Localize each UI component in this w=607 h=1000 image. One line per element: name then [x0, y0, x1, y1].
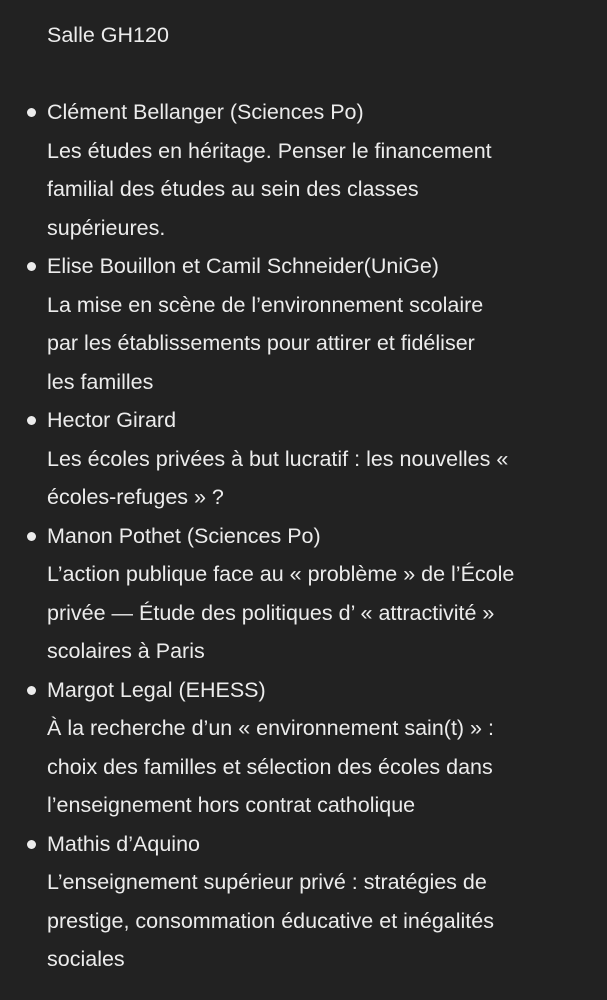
talk-title-line: les familles	[47, 369, 154, 394]
list-item	[0, 401, 607, 517]
bullet-icon	[27, 532, 36, 541]
talk-title-line: familial des études au sein des classes	[47, 177, 419, 201]
talk-title-line: supérieures.	[47, 215, 166, 240]
talk-speaker: Elise Bouillon et Camil Schneider(UniGe)	[47, 254, 439, 278]
list-item	[0, 93, 607, 247]
talk-list	[0, 93, 607, 979]
list-item	[0, 517, 607, 671]
bullet-icon	[27, 108, 36, 117]
bullet-icon	[27, 686, 36, 695]
talk-title-line: choix des familles et sélection des écoles dans	[47, 754, 493, 779]
list-item	[0, 247, 607, 401]
list-item	[0, 671, 607, 825]
talk-title-line: L’action publique face au « problème » de l’École	[47, 562, 515, 586]
talk-title-line: prestige, consommation éducative et inégalités	[47, 908, 494, 933]
bullet-icon	[27, 262, 36, 271]
talk-title-line: Les écoles privées à but lucratif : les nouvelles «	[47, 446, 509, 471]
talk-speaker: Margot Legal (EHESS)	[47, 677, 266, 702]
bullet-icon	[27, 416, 36, 425]
talk-title-line: l’enseignement hors contrat catholique	[47, 793, 416, 817]
talk-title-line: Les études en héritage. Penser le financement	[47, 138, 492, 163]
talk-speaker: Manon Pothet (Sciences Po)	[47, 523, 321, 548]
talk-title-line: par les établissements pour attirer et fidéliser	[47, 331, 475, 355]
talk-title-line: privée — Étude des politiques d’ « attractivité »	[47, 600, 495, 625]
talk-speaker: Hector Girard	[47, 408, 177, 432]
talk-title-line: La mise en scène de l’environnement scolaire	[47, 292, 484, 317]
blank-line	[0, 55, 607, 94]
talk-title-line: À la recherche d’un « environnement sain(t) » :	[47, 716, 494, 740]
document-body	[0, 16, 607, 979]
talk-speaker: Mathis d’Aquino	[47, 831, 200, 856]
talk-speaker: Clément Bellanger (Sciences Po)	[47, 100, 364, 124]
room-label: Salle GH120	[47, 23, 169, 47]
bullet-icon	[27, 840, 36, 849]
talk-title-line: scolaires à Paris	[47, 639, 205, 663]
talk-title-line: L’enseignement supérieur privé : stratégies de	[47, 870, 487, 894]
talk-title-line: écoles-refuges » ?	[47, 485, 224, 509]
talk-title-line: sociales	[47, 947, 125, 971]
list-item	[0, 825, 607, 979]
